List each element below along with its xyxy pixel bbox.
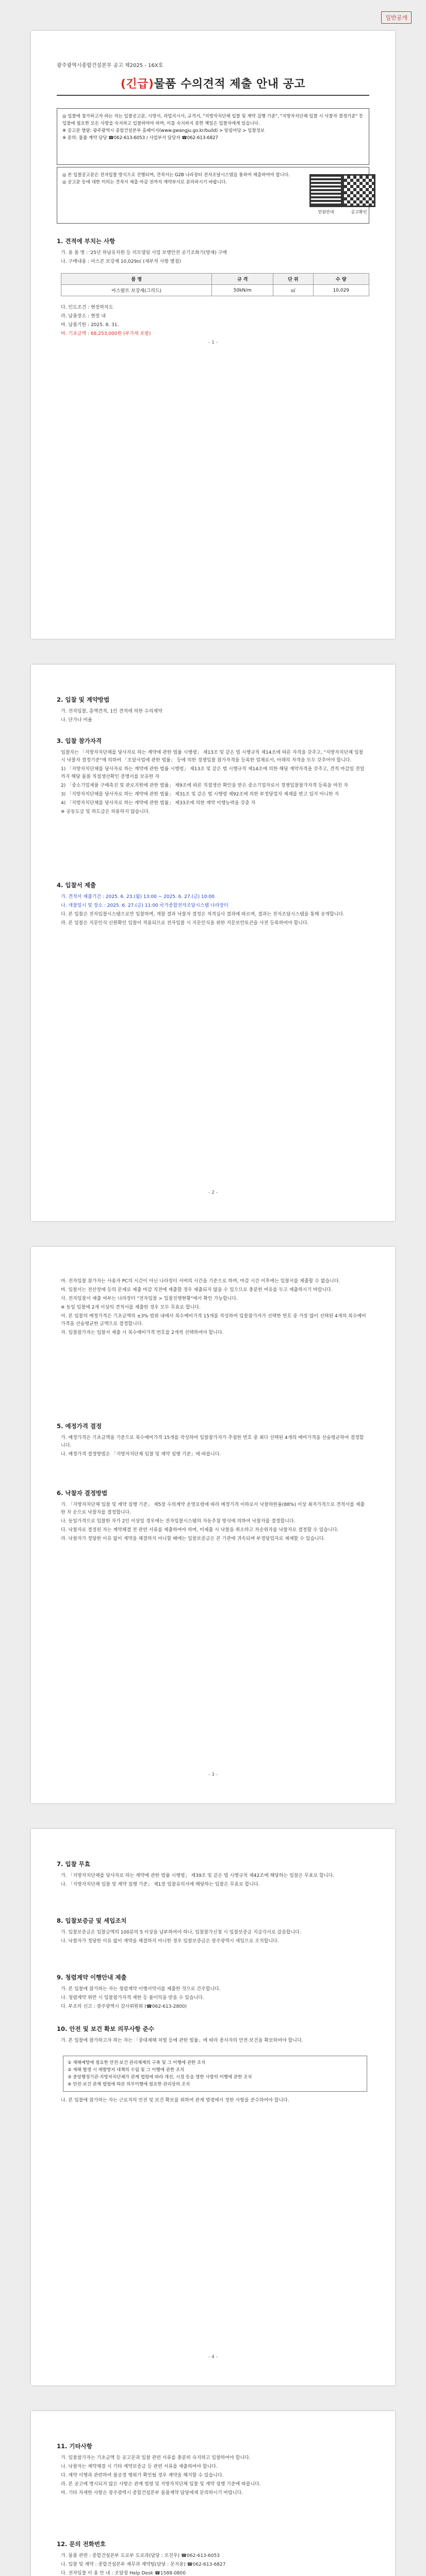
list-item: 가. 「지방자치단체를 당사자로 하는 계약에 관한 법률 시행령」 제39조 및 같은 법 시행규칙 제42조에 해당하는 입찰은 무효로 합니다. [61, 1873, 334, 1878]
page-number: - 1 - [208, 340, 218, 345]
section-10-heading: 10. 안전 및 보건 확보 의무사항 준수 [57, 2025, 154, 2032]
list-item: 나. 구매내용 : 아스콘 보강재 10,029㎡ (세부적 사항 별첨) [61, 259, 181, 264]
list-item: 다. 계약 이행과 관련하여 불공정 행위가 확인될 경우 계약을 해지할 수 있습니다. [61, 2473, 224, 2478]
section-6-body [61, 1501, 368, 1544]
list-item: 나. 본 입찰에 참가하는 자는 근로자의 안전 및 보건 확보를 위하여 관계 법령에서 정한 사항을 준수하여야 합니다. [61, 2098, 289, 2103]
list-item: 바. 기초금액 : 68,253,000원 (부가세 포함) [61, 331, 151, 336]
list-item: 나. 낙찰자가 정당한 이유 없이 계약을 체결하지 아니한 경우 입찰보증금은 광주광역시 세입으로 조치합니다. [61, 1939, 279, 1944]
public-badge: 일반공개 [381, 11, 412, 24]
page-number: - 4 - [208, 2354, 218, 2360]
list-item: 다. 인도조건 : 현장하차도 [61, 305, 113, 310]
list-item: 가. 전자입찰, 총액견적, 1인 견적에 의한 수의계약 [61, 709, 162, 714]
list-item: 나. 입찰 및 계약 : 종합건설본부 재무과 계약팀(담당 : 문지윤) ☎062-613-6827 [61, 2562, 226, 2567]
list-item: ② 재해 발생 시 재발방지 대책의 수립 및 그 이행에 관한 조치 [68, 2067, 185, 2073]
page-4 [31, 1829, 395, 2385]
section-5-heading: 5. 예정가격 결정 [57, 1422, 102, 1430]
section-1-body [61, 249, 368, 267]
notice-number: 광주광역시종합건설본부 공고 제2025 - 16X호 [57, 63, 163, 69]
table-cell: 아스팔트 보강재(그리드) [61, 285, 212, 296]
list-item: 바. 입찰서는 전산장애 등의 문제로 제출 마감 직전에 제출할 경우 제출되지 않을 수 있으므로 충분한 여유를 두고 제출하시기 바랍니다. [61, 1287, 333, 1293]
section-11-heading: 11. 기타사항 [57, 2443, 92, 2450]
list-item: 가. 「지방자치단체 입찰 및 계약 집행 기준」 제5장 수의계약 운영요령에 따라 예정가격 이하로서 낙찰하한율(88%) 이상 최저가격으로 견적서를 제출한 자 순으로 낙찰자를 결정합니다. [61, 1502, 365, 1515]
section-3-heading: 3. 입찰 참가자격 [57, 737, 102, 744]
list-item: 마. 납품기한 : 2025. 8. 31. [61, 323, 119, 328]
table-cell: ㎡ [273, 285, 314, 296]
list-item: 나. 낙찰자는 계약체결 시 기타 계약보증금 등 관련 서류를 제출하여야 합니다. [61, 2464, 218, 2469]
list-item: 2) 「중소기업제품 구매촉진 및 판로지원에 관한 법률」 제9조에 따른 직접생산 확인을 받은 중소기업자로서 경쟁입찰참가자격 등록을 마친 자 [61, 783, 348, 788]
title-urgent: (긴급) [120, 78, 154, 91]
info-line: ※ 공고문 열람: 광주광역시 종합건설본부 홈페이지(www.gwangju.go.kr/build) > 알림마당 > 입찰정보 [62, 128, 265, 133]
list-item: 사. 전자입찰서 제출 여부는 나라장터 "전자입찰 > 입찰진행현황"에서 확인 가능합니다. [61, 1296, 238, 1301]
list-item: ③ 중앙행정기관·지방자치단체가 관계 법령에 따라 개선, 시정 등을 명한 사항의 이행에 관한 조치 [68, 2075, 252, 2080]
list-item: 가. 예정가격은 기초금액을 기준으로 복수예비가격 15개를 작성하여 입찰참가자가 추첨한 번호 중 최다 선택된 4개의 예비가격을 산술평균하여 결정합니다. [61, 1435, 364, 1448]
info-line: ◎ 본 입찰공고문은 전자입찰 방식으로 진행되며, 견적서는 G2B 나라장터 전자조달시스템을 통하여 제출하여야 합니다. [62, 173, 290, 178]
list-item: 가. 물품 관련 : 종합건설본부 도로부 도로과(담당 : 오진우) ☎062-613-6053 [61, 2553, 220, 2558]
section-8-body [61, 1929, 368, 1946]
info-line: ※ 문의: 물품 계약 담당 ☎062-613-6053 / 사업부서 담당자 ☎062-613-6827 [62, 135, 218, 141]
section-1-heading: 1. 견적에 부치는 사항 [57, 238, 116, 245]
info-line: ◎ 입찰에 참가하고자 하는 자는 입찰공고문, 시방서, 과업지시서, 규격서, "지방자치단체 입찰 및 계약 집행 기준", "지방자치단체 입찰 시 낙찰자 결정기준" 등 입찰에 필요한 모든 사항을 숙지하고 입찰하여야 하며, 이를 숙지하지 못한 책임은 입찰자에게 있습니다. [62, 114, 364, 126]
list-item: 라. 본 공고에 명시되지 않은 사항은 관계 법령 및 지방자치단체 입찰 및 계약 집행 기준에 따릅니다. [61, 2482, 261, 2487]
list-item: 나. 개찰일시 및 장소 : 2025. 6. 27.(금) 11:00 국가종합전자조달시스템 나라장터 [61, 903, 228, 908]
list-item: 나. 동일가격으로 입찰한 자가 2인 이상일 경우에는 전자입찰시스템의 자동추첨 방식에 의하여 낙찰자를 결정합니다. [61, 1519, 296, 1524]
list-item: 자. 입찰참가자는 입찰서 제출 시 복수예비가격 번호를 2개씩 선택하여야 합니다. [61, 1330, 224, 1335]
list-item: 마. 기타 자세한 사항은 광주광역시 종합건설본부 물품계약 담당에게 문의하시기 바랍니다. [61, 2490, 243, 2496]
list-item: 라. 낙찰자가 정당한 이유 없이 계약을 체결하지 아니할 때에는 입찰보증금은 본 기관에 귀속되며 부정당업자로 제재할 수 있습니다. [61, 1536, 325, 1541]
section-3-body [61, 749, 368, 817]
section-8-heading: 8. 입찰보증금 및 세입조치 [57, 1917, 127, 1924]
list-item: 나. 단가나 비율 [61, 718, 92, 723]
section-2-heading: 2. 입찰 및 계약방법 [57, 696, 110, 703]
section-2-body [61, 708, 368, 725]
section-7-heading: 7. 입찰 무효 [57, 1860, 90, 1868]
section-12-body [61, 2552, 368, 2576]
qr-code-icon [342, 174, 375, 207]
section-12-heading: 12. 문의 전화번호 [57, 2540, 106, 2548]
page-2 [31, 665, 395, 1221]
list-item: 나. 청렴계약 위반 시 입찰참가자격 제한 등 불이익을 받을 수 있습니다. [61, 1995, 204, 2001]
page-title [31, 75, 395, 91]
list-item: 1) 「지방자치단체를 당사자로 하는 계약에 관한 법률 시행령」 제13조 및 같은 법 시행규칙 제14조에 의한 해당 계약자격을 갖추고, 견적 마감일 전일까지 해당 물품 직접생산확인 증명서를 보유한 자 [61, 767, 365, 779]
list-item: 가. 입찰보증금은 입찰금액의 100분의 5 이상을 납부하여야 하나, 입찰참가신청 시 입찰보증금 지급각서로 갈음합니다. [61, 1930, 301, 1935]
section-5-body [61, 1434, 368, 1460]
list-item: 가. 입찰참가자는 기초금액 등 공고문과 입찰 관련 서류를 충분히 숙지하고 입찰하여야 합니다. [61, 2455, 251, 2461]
list-item: 다. 낙찰자로 결정된 자는 계약체결 전 관련 서류를 제출하여야 하며, 미제출 시 낙찰을 취소하고 차순위자를 낙찰자로 결정할 수 있습니다. [61, 1528, 339, 1533]
list-item: 가. 견적서 제출기간 : 2025. 6. 23.(월) 13:00 ~ 2025. 6. 27.(금) 10:00 [61, 894, 215, 900]
section-9-heading: 9. 청렴계약 이행안내 제출 [57, 1974, 127, 1981]
list-item: 입찰자는 「지방자치단체를 당사자로 하는 계약에 관한 법률 시행령」 제13조 및 같은 법 시행규칙 제14조에 따른 자격을 갖추고, "지방자치단체 입찰 시 낙찰자 결정기준"에 의하여 「조달사업에 관한 법률」 등에 의한 경쟁입찰 참가자격을 등록한 업체로서, 아래의 자격을 모두 갖추어야 합니다. [61, 750, 364, 763]
section-10-body [61, 2037, 368, 2046]
list-item: 가. 본 입찰에 참가하고자 하는 자는 「중대재해 처벌 등에 관한 법률」에 따라 종사자의 안전·보건을 확보하여야 합니다. [61, 2038, 303, 2043]
page-number: - 3 - [208, 1772, 218, 1777]
list-item: 아. 본 입찰의 예정가격은 기초금액의 ±3% 범위 내에서 복수예비가격 15개를 작성하여 입찰참가자가 선택한 번호 중 가장 많이 선택된 4개의 복수예비가격을 산술평균한 금액으로 결정합니다. [61, 1314, 366, 1327]
section-7-body [61, 1872, 368, 1890]
table-header: 품 명 [61, 274, 212, 285]
safety-duties-box [63, 2056, 367, 2092]
qr-label: 공고확인 [351, 210, 367, 214]
list-item: 나. 예정가격 결정방법은 「지방자치단체 입찰 및 계약 집행 기준」에 따릅니다. [61, 1452, 221, 1457]
list-item: ※ 공동도급 및 하도급은 허용하지 않습니다. [61, 809, 150, 815]
info-line: ◎ 공고문 등에 대한 이의는 견적서 제출 마감 전까지 계약부서로 문의하시기 바랍니다. [62, 180, 227, 185]
list-item: 가. 용 품 명 : '25년 하남유치원 등 리모델링 사업 보행안전 공기조화기(방재) 구매 [61, 250, 227, 256]
qr-label: 민원안내 [318, 210, 334, 214]
list-item: ※ 동일 입찰에 2개 이상의 견적서를 제출한 경우 모두 무효로 합니다. [61, 1305, 201, 1310]
list-item: 라. 본 입찰은 지문인식 신원확인 입찰이 적용되므로 전자입찰 시 지문인식을 위한 지문보안토큰을 사전 등록하여야 합니다. [61, 921, 309, 926]
section-4-heading: 4. 입찰서 제출 [57, 882, 96, 889]
list-item: 다. 본 입찰은 전자입찰시스템으로만 입찰하며, 개찰 결과 낙찰자 결정은 적격심사 결과에 따르며, 결과는 전자조달시스템을 통해 공개합니다. [61, 912, 345, 917]
list-item: 라. 납품장소 : 현장 내 [61, 314, 106, 319]
title-divider [57, 95, 369, 96]
page-5 [31, 2411, 395, 2576]
list-item: 다. 전자입찰 이 용 안 내 : 조달청 Help Desk ☎1588-0800 [61, 2571, 186, 2576]
section-9-body [61, 1986, 368, 2012]
list-item: 마. 전자입찰 참가자는 사용자 PC의 시간이 아닌 나라장터 서버의 시간을 기준으로 하며, 마감 시간 이후에는 입찰서를 제출할 수 없습니다. [61, 1279, 340, 1284]
list-item: ④ 안전·보건 관계 법령에 따른 의무이행에 필요한 관리상의 조치 [68, 2082, 190, 2087]
section-4-continued [61, 1278, 368, 1338]
list-item: 3) 「지방자치단체를 당사자로 하는 계약에 관한 법률」 제31조 및 같은 법 시행령 제92조에 의한 부정당업자 제재를 받고 있지 아니한 자 [61, 792, 339, 797]
table-header: 규 격 [212, 274, 273, 285]
table-cell: 10,029 [313, 285, 369, 296]
table-row [61, 285, 369, 296]
page-1 [31, 31, 395, 639]
list-item: 나. 「지방자치단체 입찰 및 계약 집행 기준」 제1장 입찰유의서에 해당하는 입찰은 무효로 합니다. [61, 1882, 260, 1887]
table-header: 수 량 [313, 274, 369, 285]
page-3 [31, 1247, 395, 1803]
list-item: 4) 「지방자치단체를 당사자로 하는 계약에 관한 법률」 제33조에 의한 계약 이행능력을 갖춘 자 [61, 801, 256, 806]
qr-code-icon [309, 174, 342, 207]
notice-info-box [57, 108, 369, 165]
section-1-details [61, 304, 368, 339]
title-main: 물품 수의견적 제출 안내 공고 [154, 78, 306, 91]
table-header: 단 위 [273, 274, 314, 285]
list-item: 다. 부조리 신고 : 광주광역시 감사위원회 (☎062-613-2800) [61, 2004, 187, 2009]
page-number: - 2 - [208, 1190, 218, 1195]
list-item: 가. 본 입찰에 참가하는 자는 청렴계약 이행서약서를 제출한 것으로 간주합니다. [61, 1987, 221, 1992]
section-10-body-continued [61, 2097, 368, 2106]
list-item: ① 재해예방에 필요한 안전·보건 관리체계의 구축 및 그 이행에 관한 조치 [68, 2060, 206, 2065]
table-cell: 50kN/m [212, 285, 273, 296]
item-spec-table [61, 273, 369, 296]
section-4-body [61, 893, 368, 928]
section-6-heading: 6. 낙찰자 결정방법 [57, 1489, 108, 1497]
section-11-body [61, 2454, 368, 2498]
